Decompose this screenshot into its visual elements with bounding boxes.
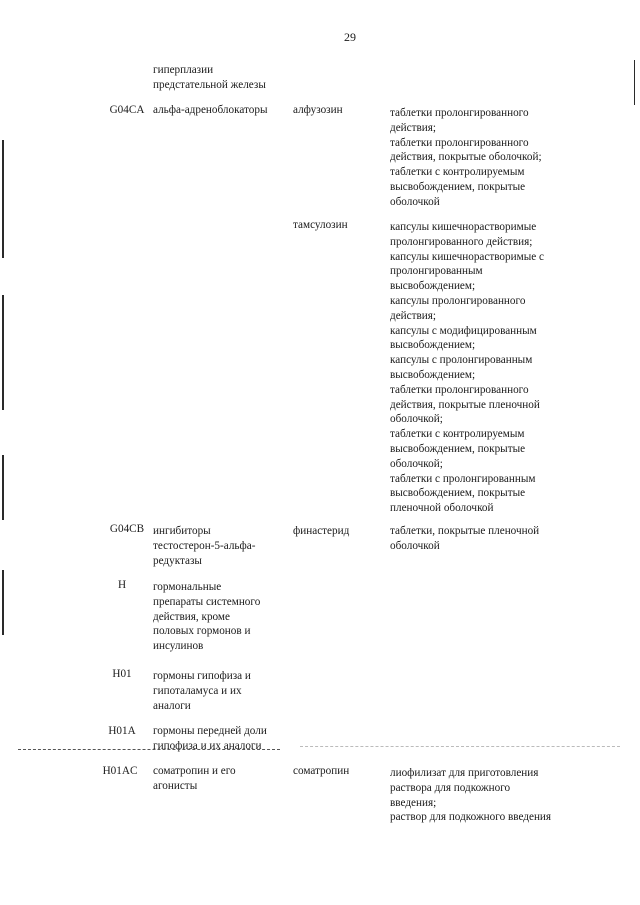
row-1-form: таблетки пролонгированного действия; таблетки пролонгированного действия, покрытые оболочкой; таблетки с контролируемым высвобождением, покрытые оболочкой bbox=[390, 107, 542, 208]
page-number: 29 bbox=[344, 30, 356, 44]
row-6-code: H01A bbox=[108, 725, 136, 737]
row-7-code: H01AC bbox=[102, 765, 138, 777]
scan-bar-left-1 bbox=[2, 140, 4, 258]
separator-line-right bbox=[300, 746, 620, 747]
row-0-group: гиперплазии предстательной железы bbox=[153, 64, 266, 91]
row-5-code: H01 bbox=[112, 668, 132, 680]
row-4-group: гормональные препараты системного действия, кроме половых гормонов и инсулинов bbox=[153, 581, 261, 653]
row-3-form: таблетки, покрытые пленочной оболочкой bbox=[390, 525, 540, 552]
row-7-group: соматропин и его агонисты bbox=[153, 765, 236, 792]
row-3-code: G04CB bbox=[109, 523, 145, 535]
row-1-code: G04CA bbox=[109, 104, 145, 116]
row-2-form: капсулы кишечнорастворимые пролонгированного действия; капсулы кишечнорастворимые с пролонгированным высвобождением; капсулы пролонгированного действия; капсулы с модифицированным высвобождением; капсулы с пролонгированным высвобождением; таблетки пролонгированного действия, покрытые пленочной оболочкой; таблетки с контролируемым высвобождением, покрытые оболочкой; таблетки с пролонгированным высвобождением, покрытые пленочной оболочкой bbox=[390, 221, 544, 515]
row-1-drug: алфузозин bbox=[293, 104, 343, 116]
row-3-drug: финастерид bbox=[293, 525, 350, 537]
scan-bar-left-3 bbox=[2, 455, 4, 520]
row-2-drug: тамсулозин bbox=[293, 219, 348, 231]
row-3-group: ингибиторы тестостерон-5-альфа- редуктазы bbox=[153, 525, 256, 567]
row-5-group: гормоны гипофиза и гипоталамуса и их аналоги bbox=[153, 670, 251, 712]
row-7-drug: соматропин bbox=[293, 765, 350, 777]
scan-bar-left-2 bbox=[2, 295, 4, 410]
separator-line bbox=[18, 749, 280, 750]
row-4-code: H bbox=[117, 579, 127, 591]
row-7-form: лиофилизат для приготовления раствора для подкожного введения; раствор для подкожного введения bbox=[390, 767, 552, 824]
row-1-group: альфа-адреноблокаторы bbox=[153, 104, 268, 116]
scan-bar-left-4 bbox=[2, 570, 4, 635]
scan-bar-right bbox=[634, 60, 635, 105]
row-6-group: гормоны передней доли гипофиза и их аналоги bbox=[153, 725, 267, 752]
